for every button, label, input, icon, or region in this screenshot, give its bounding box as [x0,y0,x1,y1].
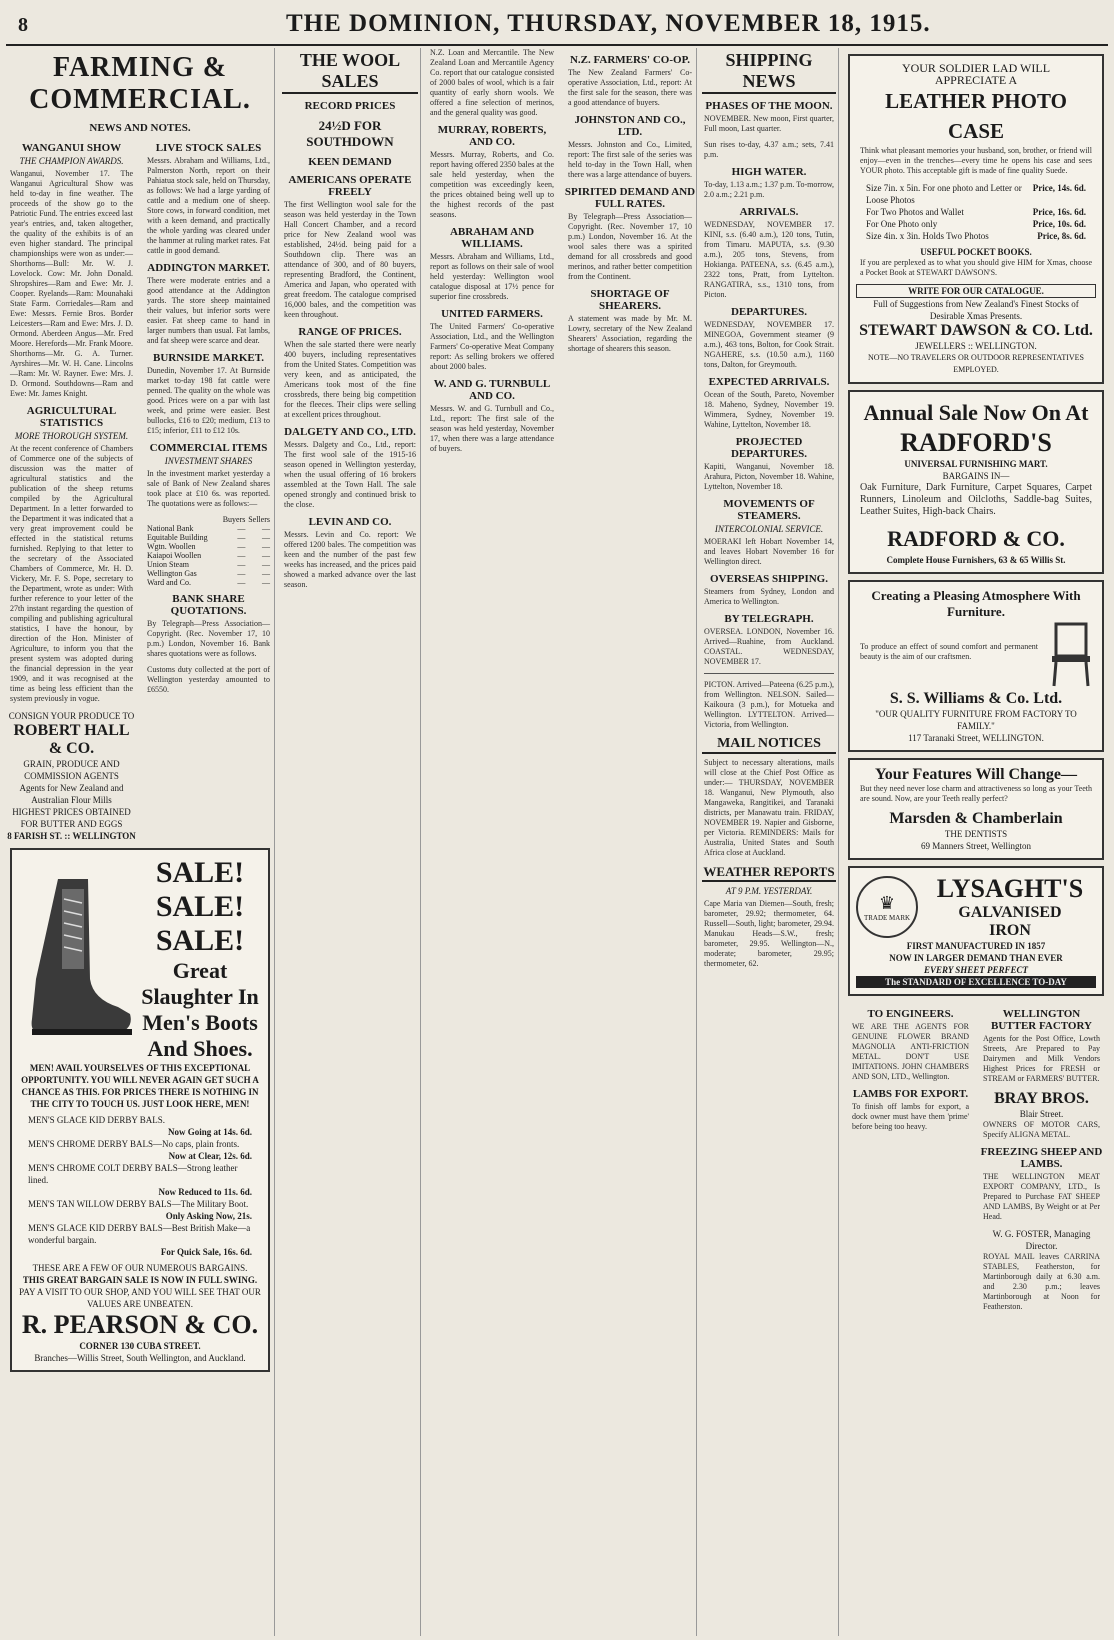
sale-firm: R. PEARSON & CO. [21,1310,259,1339]
photo-case-item: For Two Photos and Wallet [866,207,964,217]
invest-table-cell: Ward and Co. [147,578,192,587]
invest-table-cell: — [261,551,270,560]
murray-text: Messrs. Murray, Roberts, and Co. report having offered 2350 bales at the sale held yesterday, when the competition was exceedingly keen, the prices obtained being well up to the highest records of the past seasons. [430,150,554,219]
hall-address: 8 FARISH ST. :: WELLINGTON [7,831,136,841]
mail-heading: MAIL NOTICES [702,736,836,754]
sale-item [28,1114,252,1138]
hall-prices: HIGHEST PRICES OBTAINED FOR BUTTER AND EGGS [12,807,131,829]
sale-text: MEN! AVAIL YOURSELVES OF THIS EXCEPTIONAL OPPORTUNITY. YOU WILL NEVER AGAIN GET SUCH A CHANCE AS THIS. FOR PRICES THERE IS NOTHING IN THE CITY TO TOUCH US. JUST LOOK HERE, MEN! [21,1063,259,1109]
newspaper-page [6,4,1108,1636]
butter-text: Agents for the Post Office, Lowth Streets, Are Prepared to Pay Dairymen and Milk Vendors Highest Prices for FRESH or STREAM or FARMERS' BUTTER. [983,1034,1100,1083]
nz-farmers-heading: N.Z. FARMERS' CO-OP. [569,54,691,66]
commercial-heading: COMMERCIAL ITEMS [149,442,268,454]
radford-name: RADFORD'S [900,428,1052,457]
lysaght-line-2: GALVANISED [958,904,1062,921]
invest-table-cell: Wellington Gas [147,569,197,578]
wool-title: THE WOOL SALES [282,50,418,94]
invest-table-cell: Buyers [222,515,246,524]
lysaght-perfect: EVERY SHEET PERFECT [923,965,1029,975]
wool-deck-1: RECORD PRICES [304,100,396,112]
lysaght-line-3: IRON [989,922,1031,939]
sun-text: Sun rises to-day, 4.37 a.m.; sets, 7.41 p.m. [704,140,834,159]
dentist-text: But they need never lose charm and attractiveness so long as your Teeth are sound. Now, are your Teeth really perfect? [860,784,1092,803]
farming-commercial-column [6,48,275,1636]
bank-heading: BANK SHARE QUOTATIONS. [170,593,247,617]
dentist-address: 69 Manners Street, Wellington [920,841,1032,851]
invest-table-cell: — [261,542,270,551]
radford-line-1: Annual Sale Now On At [863,400,1089,425]
united-heading: UNITED FARMERS. [441,308,543,320]
sale-item-name: MEN'S CHROME DERBY BALS—No caps, plain fronts. [28,1139,240,1149]
invest-table-row [147,569,270,578]
sale-item-price: For Quick Sale, 16s. 6d. [160,1247,252,1257]
murray-heading: MURRAY, ROBERTS, AND CO. [437,124,547,148]
johnston-text: Messrs. Johnston and Co., Limited, report: The first sale of the series was held to-day in the Town Hall, when there was a large attendance of buyers. [568,140,693,179]
sale-tagline: Great Slaughter In Men's Boots And Shoes. [141,958,259,1061]
invest-table-cell: — [237,524,246,533]
sale-item-price: Only Asking Now, 21s. [165,1211,252,1221]
invest-table [147,515,270,587]
invest-table-cell: — [237,569,246,578]
invest-table-cell: Wgtn. Woollen [147,542,196,551]
bray-address: Blair Street. [1019,1109,1064,1119]
turnbull-heading: W. AND G. TURNBULL AND CO. [433,378,551,402]
section-title: FARMING & COMMERCIAL. [29,52,251,115]
invest-table-row [147,560,270,569]
bray-firm: BRAY BROS. [994,1090,1089,1107]
invest-text: In the investment market yesterday a sale of Bank of New Zealand shares took place at £10 6s. was reported. The quotations were as follows:— [147,469,270,508]
projected-text: Kapiti, Wanganui, November 18. Arahura, Picton, November 18. Wahine, Lyttelton, November 18. [704,462,834,491]
pocket-text: If you are perplexed as to what you should give HIM for Xmas, choose a Pocket Book at STEWART DAWSON'S. [860,258,1092,277]
burnside-heading: BURNSIDE MARKET. [152,352,265,364]
engineers-heading: TO ENGINEERS. [867,1008,954,1020]
williams-firm: S. S. Williams & Co. Ltd. [889,690,1063,707]
tide-text: To-day, 1.13 a.m.; 1.37 p.m. To-morrow, 2.0 a.m.; 2.21 p.m. [704,180,834,199]
photo-case-item: Size 4in. x 3in. Holds Two Photos [866,231,989,241]
consign-line: CONSIGN YOUR PRODUCE TO [8,711,135,721]
catalogue-sub: Full of Suggestions from New Zealand's Finest Stocks of Desirable Xmas Presents. [873,299,1079,321]
movements-sub: INTERCOLONIAL SERVICE. [714,524,824,534]
wool-brokers-column [426,48,697,1636]
wool-text-4: Messrs. Levin and Co. report: We offered 1200 bales. The competition was keen and the number of the past few weeks has increased, and the prices paid showed a marked advance over the last season. [284,530,416,589]
pelts-heading: SPIRITED DEMAND AND FULL RATES. [564,186,696,210]
photo-case-price-row [866,182,1086,206]
overseas-text: Steamers from Sydney, London and America to Wellington. [704,587,834,606]
sale-items [28,1114,252,1258]
williams-ad [848,580,1104,752]
invest-table-cell: — [261,560,270,569]
agri-text: At the recent conference of Chambers of Commerce one of the subjects of discussion was the matter of agricultural statistics and the publication of the sheep returns compiled by the Agricultural Department. In a letter forwarded to the Department it was indicated that a very great improvement could be effected in the statistical returns furnished. Replying to that letter to the secretary of the Associated Chambers of Commerce, Mr. H. D. Vickery, Mr. F. S. Pope, secretary to the Department, wrote as under: With further reference to your letter of the 27th instant regarding the question of compiling and publishing agricultural statistics, I have the honour, by direction of the Hon. Minister of Agriculture, to inform you that the present system was adopted during the financial depression in the year 1909, and it was recognised at the time as being less efficient than the system previously in vogue. [10,444,133,703]
soldier-text: Think what pleasant memories your husband, son, brother, or friend will enjoy—even in the trenches—every time he opens his case and sees YOUR photo. This acceptable gift is made of fine quality Suede. [860,146,1092,175]
movements-text: MOERAKI left Hobart November 14, and leaves Hobart November 16 for Wellington direct. [704,537,834,566]
pearson-sale-ad [10,848,270,1372]
butter-heading: WELLINGTON BUTTER FACTORY [991,1008,1092,1032]
photo-case-price-row [866,218,1086,230]
sale-note-3: PAY A VISIT TO OUR SHOP, AND YOU WILL SEE THAT OUR VALUES ARE UNBEATEN. [19,1287,261,1309]
masthead [6,4,1108,46]
agri-heading: AGRICULTURAL STATISTICS [26,405,117,429]
telegraph-heading: BY TELEGRAPH. [724,613,814,625]
invest-table-cell: Union Steam [147,560,189,569]
wool-deck-2: 24½D FOR SOUTHDOWN [306,118,394,149]
newspaper-title: THE DOMINION, THURSDAY, NOVEMBER 18, 1915. [286,10,931,37]
invest-table-row [147,542,270,551]
arrivals-heading: ARRIVALS. [739,206,799,218]
johnston-heading: JOHNSTON AND CO., LTD. [574,114,686,138]
invest-table-row [147,515,270,524]
invest-table-cell [147,515,221,524]
lysaght-trademark: TRADE MARK [863,913,911,922]
weather-heading: WEATHER REPORTS [702,864,836,882]
moon-text: NOVEMBER. New moon, First quarter, Full moon, Last quarter. [704,114,834,133]
telegraph-text: OVERSEA. LONDON, November 16. Arrived—Ruahine, from Auckland. COASTAL. WEDNESDAY, NOVEMBER 17. [704,627,834,666]
live-text: Messrs. Abraham and Williams, Ltd., Palmerston North, report on their Pahiatua stock sale, held on Thursday, as follows: We had a large yarding of cattle and a medium one of sheep. Store cows, in forward condition, met with a keen demand, and practically the whole yarding was cleared under the hammer at ruling market rates. Fat cattle in good demand. [147,156,270,255]
photo-case-price: Price, 16s. 6d. [1032,207,1086,217]
lysaght-ad [848,866,1104,996]
invest-table-cell: — [261,569,270,578]
soldier-title: LEATHER PHOTO CASE [885,89,1067,143]
sale-item-price: Now at Clear, 12s. 6d. [168,1151,252,1161]
wanganui-text: Wanganui, November 17. The Wanganui Agricultural Show was held to-day in fine weather. The proceeds of the show go to the Patriotic Fund. The entries exceed last year's entries, and, taken altogether, the quality of the exhibits is of an even higher standard. The principal championships were won as under:—Shorthorns—Bull: Mr. W. J. Lovelock. Cow: Mr. John Donald. Shropshires—Ram and Ewe: Mr. J. Cooper. Ryelands—Ram: Mounahaki State Farm. Corriedales—Ram and Ewe: Messrs. Fernie Bros. Border Leicesters—Ram and Ewe: Mrs. J. D. Ormond. Aberdeen Angus—Mr. Fred Moore. Herefords—Mr. Frank Moore. Shorthorns—Mr. G. A. Turner. Ayrshires—Mr. W. H. Cane. Lincolns—Ram: Mr. W. Rayner. Ewe: Mrs. J. D. Ormond. Southdowns—Ram and Ewe: Mr. James Knight. [10,169,133,398]
sale-item-name: MEN'S CHROME COLT DERBY BALS—Strong leather lined. [28,1163,238,1185]
hall-sub: GRAIN, PRODUCE AND COMMISSION AGENTS [23,759,120,781]
addington-heading: ADDINGTON MARKET. [147,262,270,274]
dentist-headline: Your Features Will Change— [875,766,1077,783]
crown-trademark-icon: ♛ TRADE MARK [856,876,918,938]
invest-heading: INVESTMENT SHARES [164,456,253,466]
abraham-heading: ABRAHAM AND WILLIAMS. [449,226,535,250]
royal-mail-text: ROYAL MAIL leaves CARRINA STABLES, Featherston, for Martinborough daily at 6.30 a.m. and 2.30 p.m.; leaves Martinborough at Noon for Featherston. [983,1252,1100,1311]
shortage-heading: SHORTAGE OF SHEARERS. [590,288,670,312]
invest-table-cell: — [261,524,270,533]
sale-item-name: MEN'S GLACE KID DERBY BALS. [28,1115,166,1125]
photo-case-item: For One Photo only [866,219,938,229]
invest-table-row [147,578,270,587]
invest-table-cell: Sellers [248,515,270,524]
invest-table-cell: — [261,578,270,587]
bank-text: By Telegraph—Press Association—Copyright. (Rec. November 17, 10 p.m.) London, November 16. Bank shares quotations were as follows. [147,619,270,658]
photo-case-price: Price, 14s. 6d. [1032,183,1086,193]
sale-branches: Branches—Willis Street, South Wellington, and Auckland. [34,1353,246,1363]
engineers-text: WE ARE THE AGENTS FOR GENUINE FLOWER BRAND MAGNOLIA ANTI-FRICTION METAL. DON'T USE IMITATIONS. JOHN CHAMBERS AND SON, LTD., Wellington. [852,1022,969,1081]
invest-table-row [147,524,270,533]
motor-text: OWNERS OF MOTOR CARS, Specify ALIGNA METAL. [983,1120,1100,1139]
sale-note-2: THIS GREAT BARGAIN SALE IS NOW IN FULL SWING. [22,1275,258,1285]
invest-table-cell: — [261,533,270,542]
departures-text: WEDNESDAY, NOVEMBER 17. MINEGOA, Government steamer (9 a.m.), 463 tons, Bolton, for Cook Strait. NGAHERE, s.s. (10.50 a.m.), 1160 tons, Dalton, for Greymouth. [704,320,834,369]
projected-heading: PROJECTED DEPARTURES. [730,436,808,460]
shortage-text: A statement was made by Mr. M. Lowry, secretary of the New Zealand Shearers' Association, regarding the shortage of shearers this season. [568,314,692,353]
advertisement-column [844,48,1108,1636]
loan-merc-text: N.Z. Loan and Mercantile. The New Zealand Loan and Mercantile Agency Co. report that our catalogue consisted of 2000 bales of wool, which is a fair quantity of early shorn wools. We offered a fine selection of merinos, and the general quality was good. [430,48,554,117]
freezing-heading: FREEZING SHEEP AND LAMBS. [980,1146,1103,1170]
sale-item [28,1162,252,1198]
departures-heading: DEPARTURES. [730,306,808,318]
sale-note-1: THESE ARE A FEW OF OUR NUMEROUS BARGAINS. [32,1263,248,1273]
wool-deck-4: AMERICANS OPERATE FREELY [288,174,412,198]
photo-case-price: Price, 8s. 6d. [1037,231,1086,241]
invest-table-cell: Equitable Building [147,533,208,542]
lysaght-since: FIRST MANUFACTURED IN 1857 [906,941,1046,951]
stewart-dawson-ad [848,54,1104,384]
movements-heading: MOVEMENTS OF STEAMERS. [723,498,815,522]
wool-text-2: When the sale started there were nearly 400 buyers, including representatives from the United States. Competition was very keen, and as anticipated, the Americans took most of the fine crossbreds, there being big competition for the fleeces. Their clips were selling at excellent prices throughout. [284,340,416,419]
dentist-firm: Marsden & Chamberlain [889,810,1063,827]
expected-text: Ocean of the South, Pareto, November 18. Maheno, Sydney, November 19. Wimmera, Sydney, November 19. Wahine, Lyttelton, November 18. [704,390,834,429]
wool-text-3: Messrs. Dalgety and Co., Ltd., report: The first wool sale of the 1915-16 season opened in Wellington yesterday, when the usual offering of 16 brokers assembled at the Town Hall. The sale opened strongly and continued brisk to the close. [284,440,416,509]
mail-text: Subject to necessary alterations, mails will close at the Chief Post Office as under:— THURSDAY, NOVEMBER 18. Wanganui, New Plymouth, also Mangaweka, Rangitikei, and Taranaki districts, per Manawatu train. FRIDAY, NOVEMBER 19. Napier and Gisborne, per Victoria. REMINDERS: Mails for Australia, United States and South Africa close at Auckland. [704,758,834,857]
wanganui-sub: THE CHAMPION AWARDS. [19,156,124,166]
sale-item-name: MEN'S GLACE KID DERBY BALS—Best British Make—a wonderful bargain. [28,1223,251,1245]
nz-farmers-text: The New Zealand Farmers' Co-operative Association, Ltd., report: At the first sale for the season, there was a good attendance of buyers. [568,68,692,107]
invest-table-cell: — [237,578,246,587]
wool-sales-column [280,48,421,1636]
lysaght-name: LYSAGHT'S [936,874,1084,903]
customs-text: Customs duty collected at the port of Wellington yesterday amounted to £6550. [147,665,270,694]
radford-firm: RADFORD & CO. [887,526,1065,551]
soldier-line-1: YOUR SOLDIER LAD WILL [901,61,1051,75]
williams-text: To produce an effect of sound comfort and permanent beauty is the aim of our craftsmen. [860,642,1038,661]
weather-sub: AT 9 P.M. YESTERDAY. [725,886,813,896]
dawson-note: NOTE—NO TRAVELERS OR OUTDOOR REPRESENTATIVES EMPLOYED. [868,353,1084,374]
wool-prices-heading: RANGE OF PRICES. [298,326,402,338]
invest-table-cell: — [237,542,246,551]
williams-address: 117 Taranaki Street, WELLINGTON. [908,733,1044,743]
radford-ad [848,390,1104,574]
invest-table-row [147,533,270,542]
overseas-heading: OVERSEAS SHIPPING. [710,573,828,585]
shipping-title: SHIPPING NEWS [702,50,836,94]
chair-illustration-icon [1046,620,1096,690]
live-heading: LIVE STOCK SALES [155,142,262,154]
expected-heading: EXPECTED ARRIVALS. [708,376,830,388]
invest-table-cell: Kaiapoi Woollen [147,551,202,560]
shipping-column [700,48,839,1636]
turnbull-text: Messrs. W. and G. Turnbull and Co., Ltd., report: The first sale of the season was held yesterday, November 17, when there was a large attendance of buyers. [430,404,554,453]
ports-text: PICTON. Arrived—Pateena (6.25 p.m.), from Wellington. NELSON. Sailed—Kaikoura (3 p.m.), for Motueka and Wellington. LYTTELTON. Arrived—Victoria, from Wellington. [704,680,834,729]
catalogue-line: WRITE FOR OUR CATALOGUE. [856,284,1096,298]
sale-headline: SALE! SALE! SALE! [155,856,245,957]
sale-item-price: Now Reduced to 11s. 6d. [158,1187,252,1197]
arrivals-text: WEDNESDAY, NOVEMBER 17. KINI, s.s. (6.40 a.m.), 120 tons, Tutin, from Timaru. MAPUTA, s.s. (9.30 a.m.), 205 tons, Stevens, from Hokianga. PATEENA, s.s. (6.45 a.m.), 2322 tons, Pratt, from Lyttelton. RANGATIRA, s.s., 1310 tons, from Picton. [704,220,834,299]
lambs-text: To finish off lambs for export, a dock owner must have them 'prime' before being too heavy. [852,1102,969,1131]
williams-sub: "OUR QUALITY FURNITURE FROM FACTORY TO FAMILY." [875,709,1077,731]
photo-case-price-row [866,206,1086,218]
tide-heading: HIGH WATER. [731,166,807,178]
boot-illustration-icon [18,869,138,1049]
sale-item-price: Now Going at 14s. 6d. [167,1127,252,1137]
photo-case-item: Size 7in. x 5in. For one photo and Letter or Loose Photos [866,183,1022,205]
dawson-sub: JEWELLERS :: WELLINGTON. [915,341,1037,351]
agri-sub: MORE THOROUGH SYSTEM. [14,431,129,441]
radford-items: Oak Furniture, Dark Furniture, Carpet Squares, Carpet Runners, Linoleum and Oilcloths, Saddle-bag Suites, Leather Suites, High-back Chairs. [860,482,1092,517]
hall-name: ROBERT HALL & CO. [13,722,130,757]
soldier-line-2: APPRECIATE A [934,73,1018,87]
soldier-prices [866,182,1086,242]
pelts-text: By Telegraph—Press Association—Copyright. (Rec. November 17, 10 p.m.) London, November 16. At the wool sales there was a spirited demand for all crossbreds and good merinos, and rather better competition from the Continent. [568,212,692,281]
hall-agents: Agents for New Zealand and Australian Flour Mills [19,783,124,805]
page-number: 8 [18,14,28,36]
invest-table-cell: — [237,533,246,542]
radford-bargains: BARGAINS IN— [942,471,1010,481]
sale-item [28,1198,252,1222]
levin-heading: LEVIN AND CO. [308,516,392,528]
sale-address: CORNER 130 CUBA STREET. [79,1341,201,1351]
weather-text: Cape Maria van Diemen—South, fresh; barometer, 29.92; thermometer, 64. Russell—South, light; barometer, 29.94. Manukau Heads—S.W., fresh; barometer, 29.95. Wellington—N., moderate; barometer, 29.95; thermometer, 62. [704,899,834,968]
dawson-firm: STEWART DAWSON & CO. Ltd. [859,322,1093,339]
sale-item [28,1222,252,1258]
photo-case-price-row [866,230,1086,242]
radford-address: Complete House Furnishers, 63 & 65 Willis St. [886,555,1066,565]
dentist-ad [848,758,1104,860]
invest-table-cell: National Bank [147,524,194,533]
addington-text: There were moderate entries and a good attendance at the Addington yards. The store sheep maintained their values, but inferior sorts were easier. Fat sheep came to hand in larger numbers than usual. Fat lambs, and fat sheep were scarce and dear. [147,276,270,345]
sale-item-name: MEN'S TAN WILLOW DERBY BALS—The Military Boot. [28,1199,249,1209]
lysaght-demand: NOW IN LARGER DEMAND THAN EVER [889,953,1063,963]
lambs-heading: LAMBS FOR EXPORT. [852,1088,969,1100]
dentist-sub: THE DENTISTS [944,829,1008,839]
moon-heading: PHASES OF THE MOON. [705,100,833,112]
united-text: The United Farmers' Co-operative Association, Ltd., and the Wellington Farmers' Co-operative Meat Company report: As selling brokers we offered about 2000 bales. [430,322,554,371]
invest-table-row [147,551,270,560]
meat-signature: W. G. FOSTER, Managing Director. [992,1229,1091,1251]
invest-table-cell: — [237,551,246,560]
williams-headline: Creating a Pleasing Atmosphere With Furniture. [871,588,1081,619]
radford-sub: UNIVERSAL FURNISHING MART. [904,459,1048,469]
meat-text: THE WELLINGTON MEAT EXPORT COMPANY, LTD., Is Prepared to Purchase FAT SHEEP AND LAMBS, By Weight or at Per Head. [983,1172,1100,1221]
photo-case-price: Price, 10s. 6d. [1032,219,1086,229]
burnside-text: Dunedin, November 17. At Burnside market to-day 198 fat cattle were penned. The quality on the whole was good. Prices were on a par with last week, and prime were easier. Best bullocks, £16 to £20; medium, £13 to £15; inferior, £11 to £12 10s. [147,366,270,435]
news-heading: NEWS AND NOTES. [89,122,191,134]
wool-text-1: The first Wellington wool sale for the season was held yesterday in the Town Hall Concert Chamber, and a record price for New Zealand wool was established, 24½d. being paid for a Southdown clip. There was an attendance of 300, and of 80 buyers, representing Bradford, the Continent, America and Japan, who operated with great freedom. The catalogue comprised 16,000 bales, and the competition was keen throughout. [284,200,416,319]
dalgety-heading: DALGETY AND CO., LTD. [284,426,416,438]
pocket-heading: USEFUL POCKET BOOKS. [920,247,1032,257]
invest-table-cell: — [237,560,246,569]
wanganui-heading: WANGANUI SHOW [21,142,122,154]
sale-item [28,1138,252,1162]
abraham-text: Messrs. Abraham and Williams, Ltd., report as follows on their sale of wool held yesterday: Wellington wool catalogue disposal at 17½ pence for superior fine crossbreds. [430,252,554,301]
wool-deck-3: KEEN DEMAND [308,156,392,168]
lysaght-standard: The STANDARD OF EXCELLENCE TO-DAY [856,976,1096,988]
